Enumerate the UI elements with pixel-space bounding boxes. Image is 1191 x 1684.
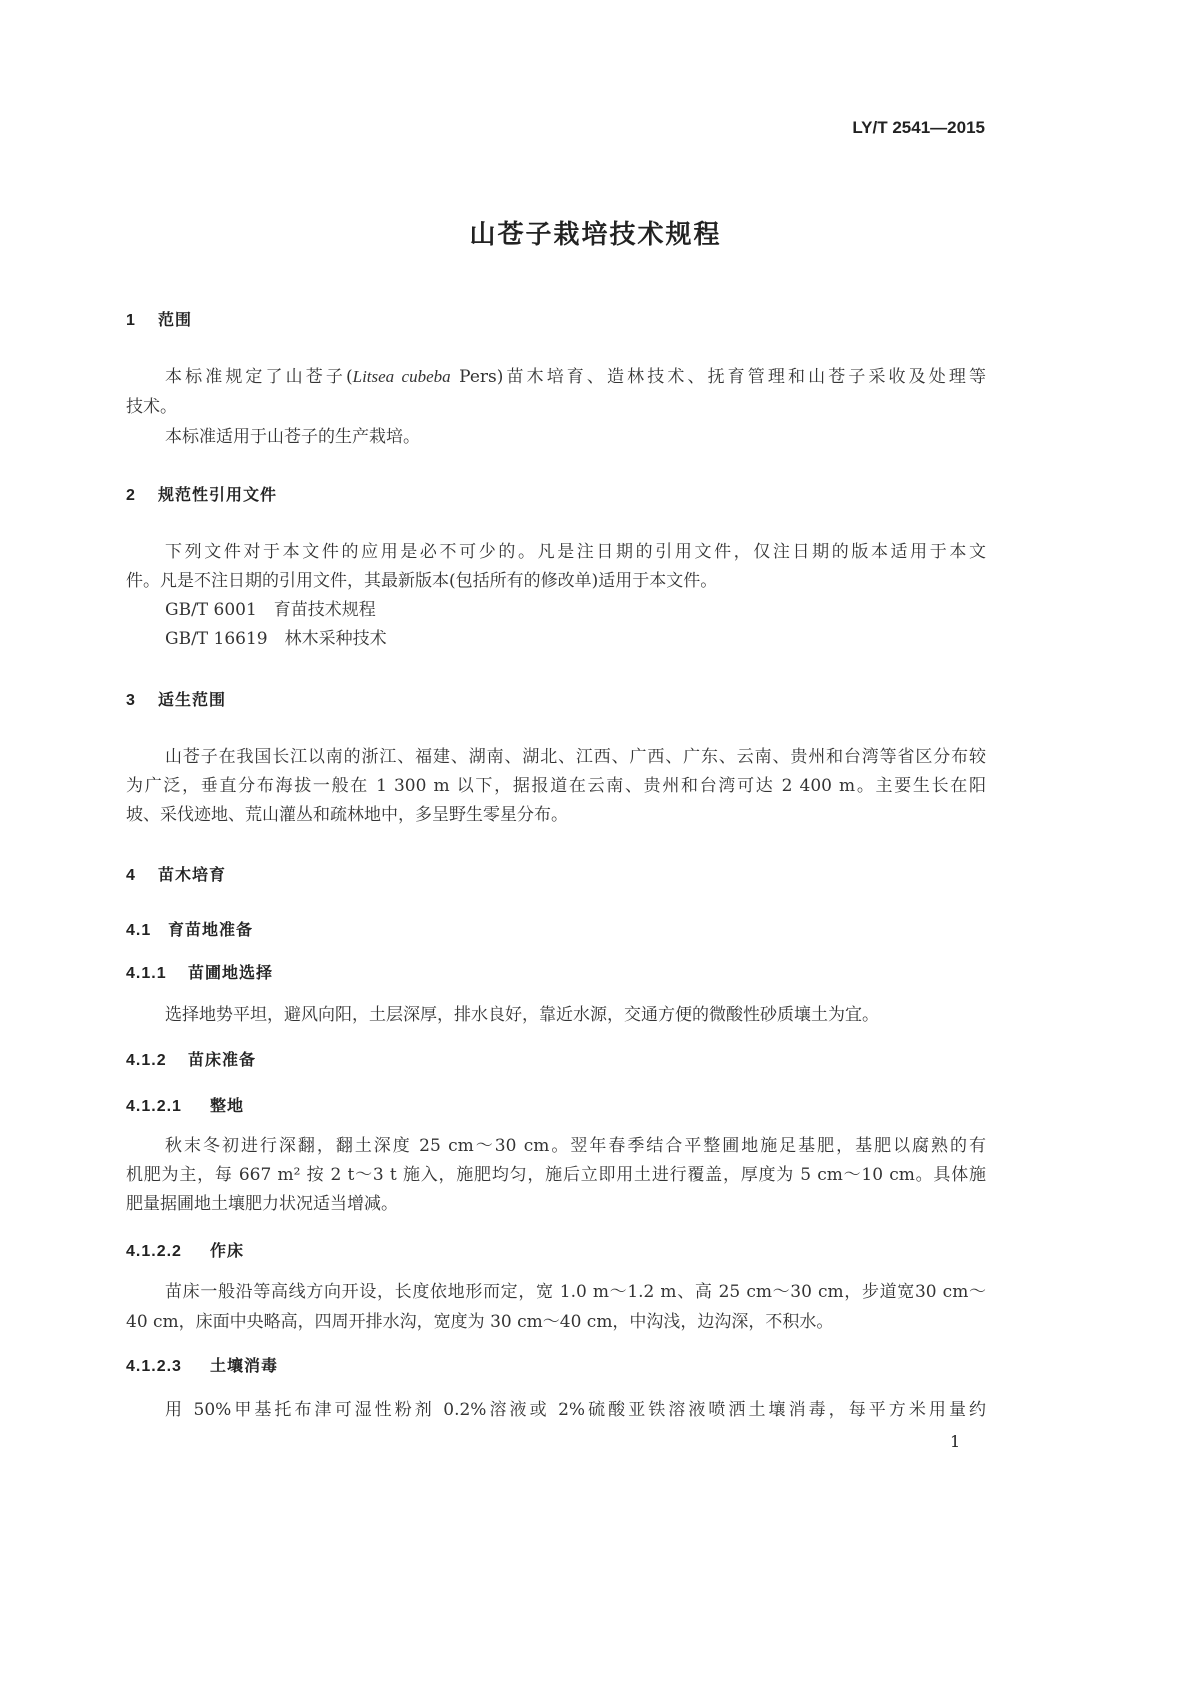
heading-number: 4.1.2.3: [126, 1358, 182, 1375]
heading-4-1-2-3: [126, 1353, 278, 1376]
heading-title: 范围: [158, 310, 193, 329]
heading-number: 4.1: [126, 922, 152, 939]
page-number: 1: [950, 1432, 961, 1451]
heading-number: 4: [126, 867, 136, 884]
paragraph-line: 苗床一般沿等高线方向开设，长度依地形而定，宽 1.0 m～1.2 m、高 25 cm～30 cm，步道宽30 cm～: [165, 1282, 986, 1302]
heading-title: 土壤消毒: [210, 1356, 279, 1375]
heading-1: [126, 307, 192, 330]
heading-title: 育苗地准备: [168, 920, 254, 939]
heading-2: [126, 482, 277, 505]
heading-number: 4.1.2.1: [126, 1098, 182, 1115]
heading-4-1-1: [126, 960, 273, 983]
heading-3: [126, 687, 226, 710]
heading-title: 苗木培育: [158, 865, 227, 884]
paragraph-line: 件。凡是不注日期的引用文件，其最新版本(包括所有的修改单)适用于本文件。: [126, 571, 718, 591]
paragraph-line: 40 cm，床面中央略高，四周开排水沟，宽度为 30 cm～40 cm，中沟浅，边沟深，不积水。: [126, 1312, 834, 1332]
heading-title: 整地: [210, 1096, 245, 1115]
text: 本标准规定了山苍子(: [165, 367, 353, 387]
paragraph-line: 坡、采伐迹地、荒山灌丛和疏林地中，多呈野生零星分布。: [126, 805, 568, 825]
paragraph-line: 机肥为主，每 667 m² 按 2 t～3 t 施入，施肥均匀，施后立即用土进行覆盖，厚度为 5 cm～10 cm。具体施: [126, 1165, 986, 1185]
paragraph-line: 技术。: [126, 397, 177, 417]
heading-4-1-2-2: [126, 1238, 244, 1261]
paragraph-line: 山苍子在我国长江以南的浙江、福建、湖南、湖北、江西、广西、广东、云南、贵州和台湾等省区分布较: [165, 747, 986, 767]
heading-title: 适生范围: [158, 690, 227, 709]
paragraph-line: 选择地势平坦，避风向阳，土层深厚，排水良好，靠近水源，交通方便的微酸性砂质壤土为宜。: [165, 1005, 879, 1025]
text: Pers)苗木培育、造林技术、抚育管理和山苍子采收及处理等: [450, 367, 986, 387]
heading-4-1-2-1: [126, 1093, 244, 1116]
paragraph-line: 本标准适用于山苍子的生产栽培。: [165, 427, 420, 447]
heading-title: 作床: [210, 1241, 245, 1260]
paragraph-line: 秋末冬初进行深翻，翻土深度 25 cm～30 cm。翌年春季结合平整圃地施足基肥，基肥以腐熟的有: [165, 1136, 986, 1156]
heading-number: 3: [126, 692, 136, 709]
heading-number: 4.1.1: [126, 965, 167, 982]
heading-4-1: [126, 917, 253, 940]
latin-name: Litsea cubeba: [352, 367, 451, 386]
reference-item: GB/T 16619 林木采种技术: [165, 629, 387, 649]
heading-4-1-2: [126, 1047, 256, 1070]
paragraph-line: 肥量据圃地土壤肥力状况适当增减。: [126, 1194, 398, 1214]
reference-item: GB/T 6001 育苗技术规程: [165, 600, 376, 620]
paragraph-line: 为广泛，垂直分布海拔一般在 1 300 m 以下，据报道在云南、贵州和台湾可达 2 400 m。主要生长在阳: [126, 776, 986, 796]
heading-number: 1: [126, 312, 136, 329]
paragraph-line: 用 50%甲基托布津可湿性粉剂 0.2%溶液或 2%硫酸亚铁溶液喷洒土壤消毒，每平方米用量约: [165, 1400, 986, 1420]
heading-title: 规范性引用文件: [158, 485, 278, 504]
standard-number: LY/T 2541—2015: [852, 118, 985, 137]
paragraph-line: 下列文件对于本文件的应用是必不可少的。凡是注日期的引用文件，仅注日期的版本适用于本文: [165, 542, 986, 562]
paragraph-line: [165, 366, 986, 388]
heading-number: 4.1.2: [126, 1052, 167, 1069]
heading-title: 苗圃地选择: [188, 963, 274, 982]
heading-4: [126, 862, 226, 885]
heading-number: 4.1.2.2: [126, 1243, 182, 1260]
document-title: 山苍子栽培技术规程: [469, 220, 722, 250]
heading-title: 苗床准备: [188, 1050, 257, 1069]
heading-number: 2: [126, 487, 136, 504]
